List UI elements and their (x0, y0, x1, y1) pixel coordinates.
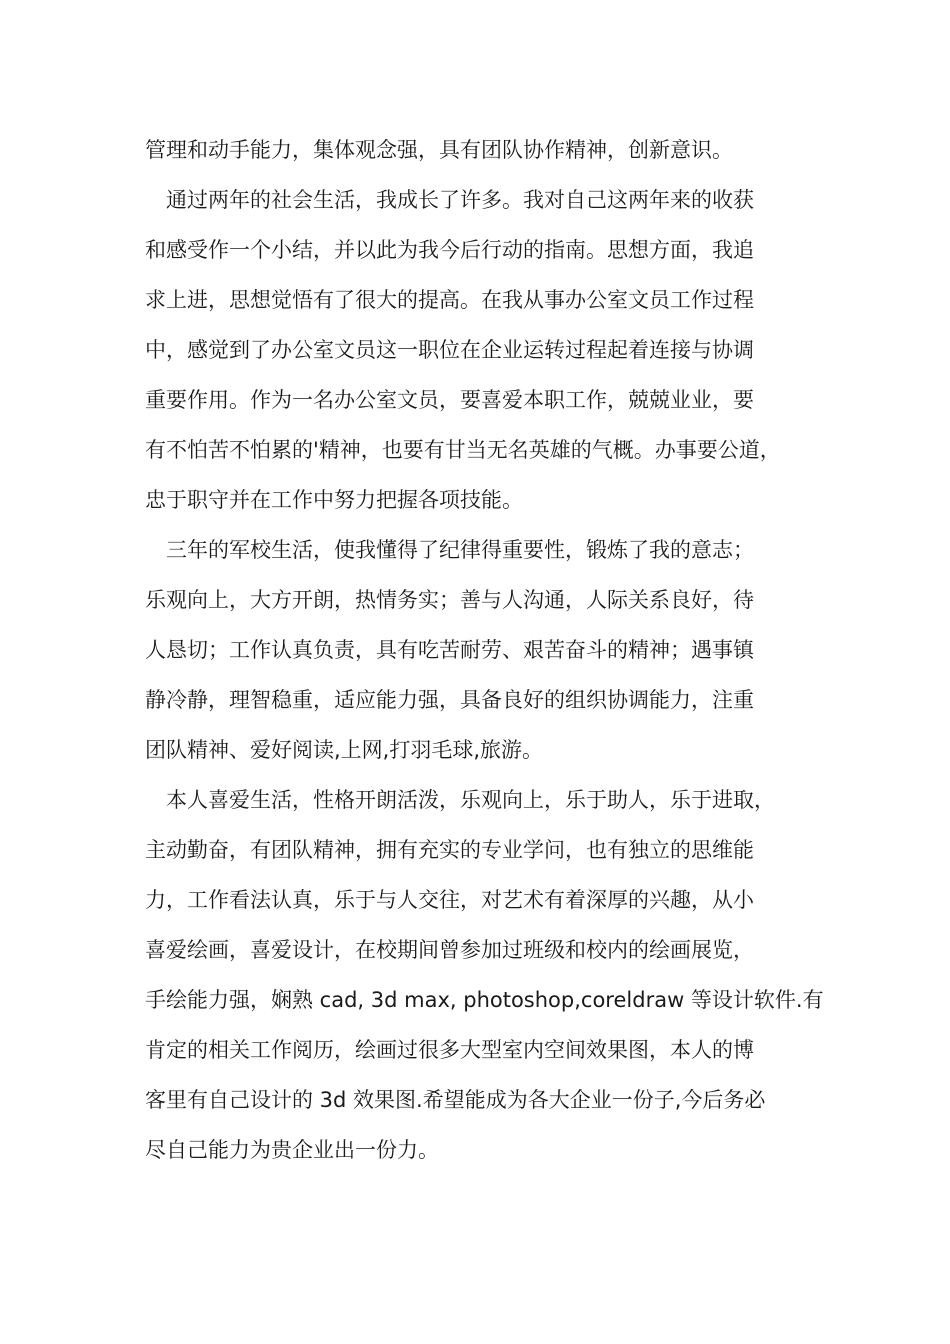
document-body (145, 125, 825, 1175)
text-line: 管理和动手能力，集体观念强，具有团队协作精神，创新意识。 (145, 138, 733, 162)
text-line: 和感受作一个小结，并以此为我今后行动的指南。思想方面，我追 (145, 238, 754, 262)
text-line: 肯定的相关工作阅历，绘画过很多大型室内空间效果图，本人的博 (145, 1038, 754, 1062)
text-line: 中，感觉到了办公室文员这一职位在企业运转过程起着连接与协调 (145, 338, 754, 362)
text-line: 团队精神、爱好阅读,上网,打羽毛球,旅游。 (145, 738, 544, 762)
paragraph-first-line: 本人喜爱生活，性格开朗活泼，乐观向上，乐于助人，乐于进取， (166, 788, 775, 812)
text-line: 人恳切；工作认真负责，具有吃苦耐劳、艰苦奋斗的精神；遇事镇 (145, 638, 754, 662)
text-line: 手绘能力强，娴熟 cad, 3d max, photoshop,coreldraw 等设计软件.有 (145, 988, 824, 1012)
text-line: 客里有自己设计的 3d 效果图.希望能成为各大企业一份子,今后务必 (145, 1088, 766, 1112)
text-line: 忠于职守并在工作中努力把握各项技能。 (145, 488, 523, 512)
text-line: 主动勤奋，有团队精神，拥有充实的专业学问，也有独立的思维能 (145, 838, 754, 862)
text-line: 喜爱绘画，喜爱设计，在校期间曾参加过班级和校内的绘画展览， (145, 938, 754, 962)
text-line: 求上进，思想觉悟有了很大的提高。在我从事办公室文员工作过程 (145, 288, 754, 312)
paragraph-first-line: 通过两年的社会生活，我成长了许多。我对自己这两年来的收获 (166, 188, 754, 212)
text-line: 乐观向上，大方开朗，热情务实；善与人沟通，人际关系良好，待 (145, 588, 754, 612)
paragraph-first-line: 三年的军校生活，使我懂得了纪律得重要性，锻炼了我的意志； (166, 538, 754, 562)
text-line: 有不怕苦不怕累的'精神，也要有甘当无名英雄的气概。办事要公道， (145, 438, 781, 462)
text-line: 重要作用。作为一名办公室文员，要喜爱本职工作，兢兢业业，要 (145, 388, 754, 412)
text-line: 静冷静，理智稳重，适应能力强，具备良好的组织协调能力，注重 (145, 688, 754, 712)
text-line: 力，工作看法认真，乐于与人交往，对艺术有着深厚的兴趣，从小 (145, 888, 754, 912)
text-line: 尽自己能力为贵企业出一份力。 (145, 1138, 439, 1162)
